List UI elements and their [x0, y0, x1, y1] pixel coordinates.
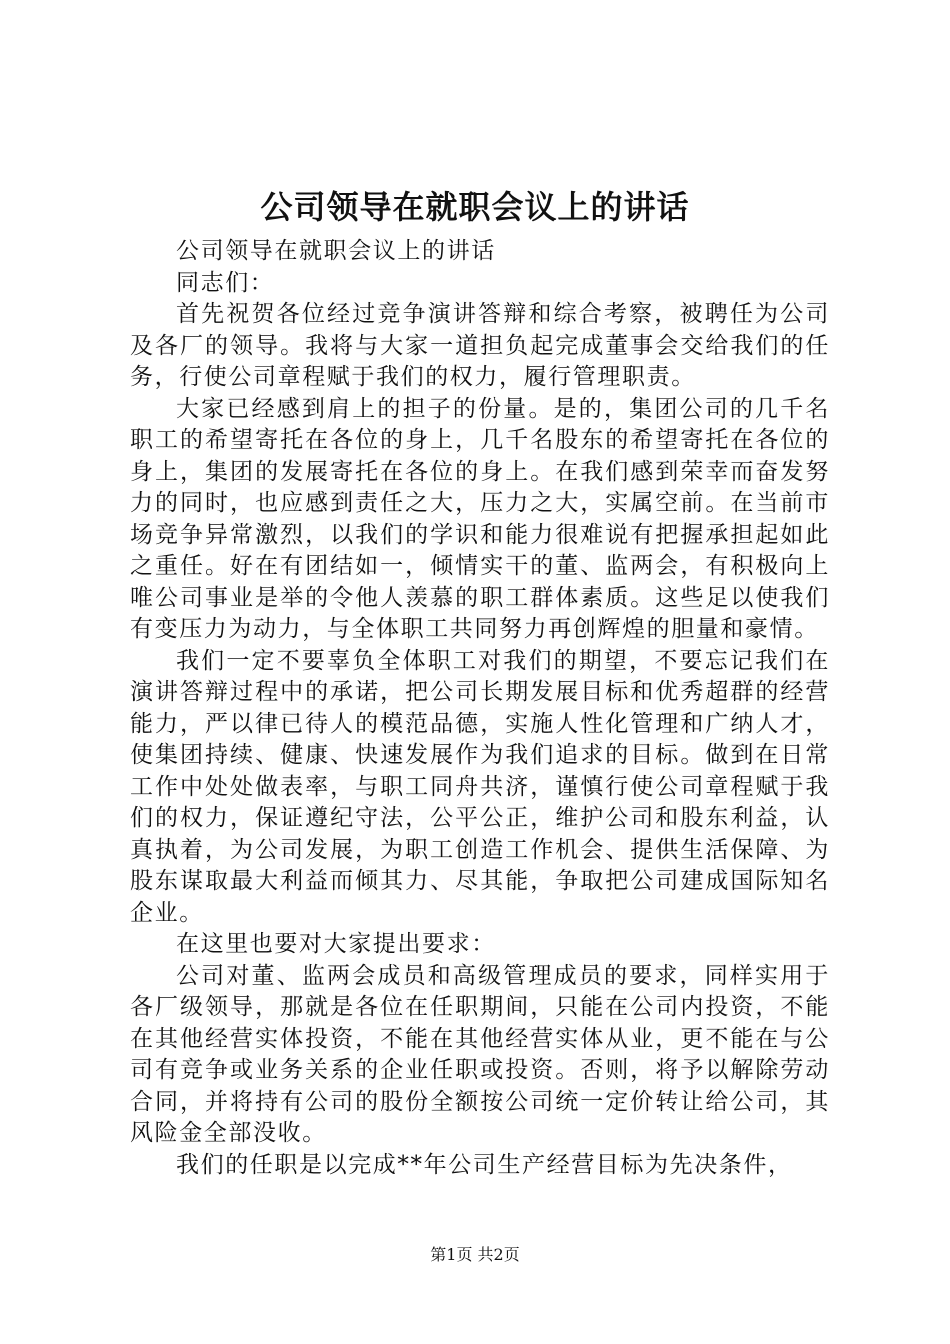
body-paragraph: 首先祝贺各位经过竞争演讲答辩和综合考察，被聘任为公司及各厂的领导。我将与大家一道担负起完成董事会交给我们的任务，行使公司章程赋于我们的权力，履行管理职责。 — [130, 301, 830, 390]
body-paragraph: 大家已经感到肩上的担子的份量。是的，集团公司的几千名职工的希望寄托在各位的身上，几千名股东的希望寄托在各位的身上，集团的发展寄托在各位的身上。在我们感到荣幸而奋发努力的同时，也应感到责任之大，压力之大，实属空前。在当前市场竞争异常激烈，以我们的学识和能力很难说有把握承担起如此之重任。好在有团结如一，倾情实干的董、监两会，有积极向上唯公司事业是举的令他人羡慕的职工群体素质。这些足以使我们有变压力为动力，与全体职工共同努力再创辉煌的胆量和豪情。 — [130, 395, 830, 642]
document-body — [130, 236, 830, 1181]
salutation-paragraph: 同志们： — [176, 269, 275, 296]
body-paragraph: 我们的任职是以完成**年公司生产经营目标为先决条件， — [176, 1151, 793, 1178]
body-paragraph: 我们一定不要辜负全体职工对我们的期望，不要忘记我们在演讲答辩过程中的承诺，把公司长期发展目标和优秀超群的经营能力，严以律已待人的模范品德，实施人性化管理和广纳人才，使集团持续、健康、快速发展作为我们追求的目标。做到在日常工作中处处做表率，与职工同舟共济，谨慎行使公司章程赋于我们的权力，保证遵纪守法，公平公正，维护公司和股东利益，认真执着，为公司发展，为职工创造工作机会、提供生活保障、为股东谋取最大利益而倾其力、尽其能，争取把公司建成国际知名企业。 — [130, 647, 830, 926]
body-paragraph: 公司对董、监两会成员和高级管理成员的要求，同样实用于各厂级领导，那就是各位在任职期间，只能在公司内投资，不能在其他经营实体投资，不能在其他经营实体从业，更不能在与公司有竞争或业务关系的企业任职或投资。否则，将予以解除劳动合同，并将持有公司的股份全额按公司统一定价转让给公司，其风险金全部没收。 — [130, 962, 830, 1146]
page-footer: 第1页 共2页 — [430, 1245, 520, 1264]
body-paragraph: 在这里也要对大家提出要求： — [176, 931, 496, 957]
subtitle-paragraph: 公司领导在就职会议上的讲话 — [176, 238, 496, 264]
document-title: 公司领导在就职会议上的讲话 — [260, 188, 690, 226]
